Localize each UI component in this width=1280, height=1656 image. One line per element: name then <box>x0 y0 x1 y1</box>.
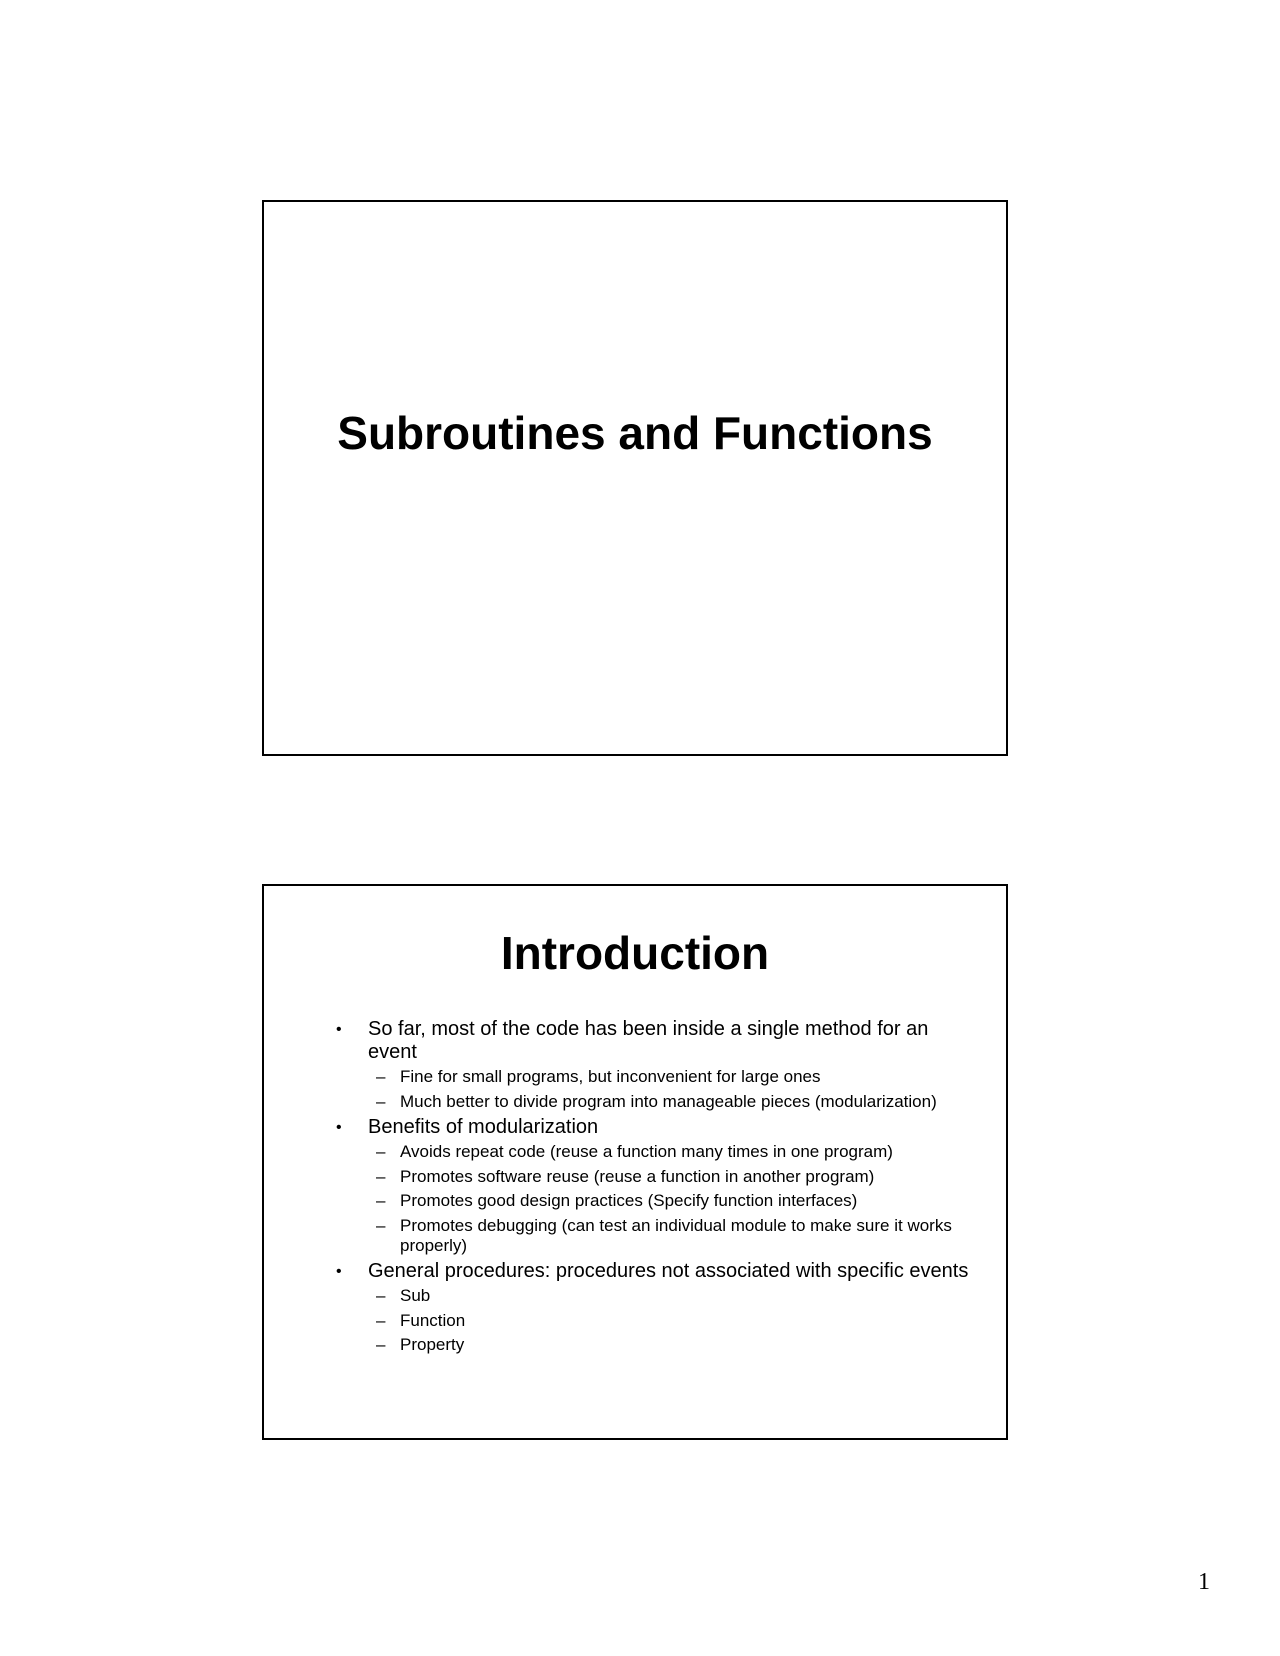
sub-bullet-marker: – <box>376 1067 386 1086</box>
sub-bullet-text: Much better to divide program into manageable pieces (modularization) <box>400 1091 937 1111</box>
sub-bullet-item <box>334 1286 974 1306</box>
slide-introduction <box>262 884 1008 1440</box>
sub-bullet-text: Promotes good design practices (Specify function interfaces) <box>400 1191 858 1210</box>
sub-bullet-text: Promotes debugging (can test an individual module to make sure it works properly) <box>400 1215 952 1255</box>
sub-bullet-marker: – <box>376 1142 386 1161</box>
sub-bullet-list <box>368 1142 974 1256</box>
slide-title <box>262 200 1008 756</box>
bullet-text: Benefits of modularization <box>368 1116 599 1138</box>
bullet-item <box>334 1260 974 1355</box>
sub-bullet-list <box>368 1067 974 1112</box>
sub-bullet-marker: – <box>376 1310 386 1330</box>
sub-bullet-text: Avoids repeat code (reuse a function many times in one program) <box>400 1142 893 1161</box>
bullet-text: So far, most of the code has been inside a single method for an event <box>368 1018 929 1063</box>
sub-bullet-marker: – <box>376 1335 386 1354</box>
sub-bullet-item <box>334 1311 974 1331</box>
bullet-marker: • <box>336 1263 342 1280</box>
sub-bullet-marker: – <box>376 1166 386 1186</box>
bullet-list <box>334 1018 974 1360</box>
sub-bullet-text: Sub <box>400 1286 431 1305</box>
bullet-text: General procedures: procedures not associated with specific events <box>368 1260 969 1282</box>
bullet-item <box>334 1116 974 1256</box>
bullet-item <box>334 1018 974 1112</box>
sub-bullet-item <box>334 1142 974 1162</box>
sub-bullet-marker: – <box>376 1286 386 1305</box>
sub-bullet-text: Fine for small programs, but inconvenient for large ones <box>400 1067 821 1086</box>
sub-bullet-list <box>368 1286 974 1355</box>
sub-bullet-marker: – <box>376 1191 386 1210</box>
sub-bullet-item <box>334 1335 974 1355</box>
sub-bullet-text: Function <box>400 1310 466 1330</box>
sub-bullet-text: Property <box>400 1335 465 1354</box>
bullet-marker: • <box>336 1021 342 1038</box>
slide-introduction-heading: Introduction <box>500 927 770 979</box>
sub-bullet-item <box>334 1067 974 1087</box>
page-number: 1 <box>1198 1569 1210 1595</box>
sub-bullet-item <box>334 1167 974 1187</box>
slide-title-heading: Subroutines and Functions <box>337 407 933 459</box>
sub-bullet-item <box>334 1216 974 1256</box>
bullet-marker: • <box>336 1119 342 1136</box>
sub-bullet-item <box>334 1092 974 1112</box>
sub-bullet-item <box>334 1191 974 1211</box>
sub-bullet-text: Promotes software reuse (reuse a function in another program) <box>400 1166 875 1186</box>
sub-bullet-marker: – <box>376 1215 386 1235</box>
sub-bullet-marker: – <box>376 1091 386 1111</box>
